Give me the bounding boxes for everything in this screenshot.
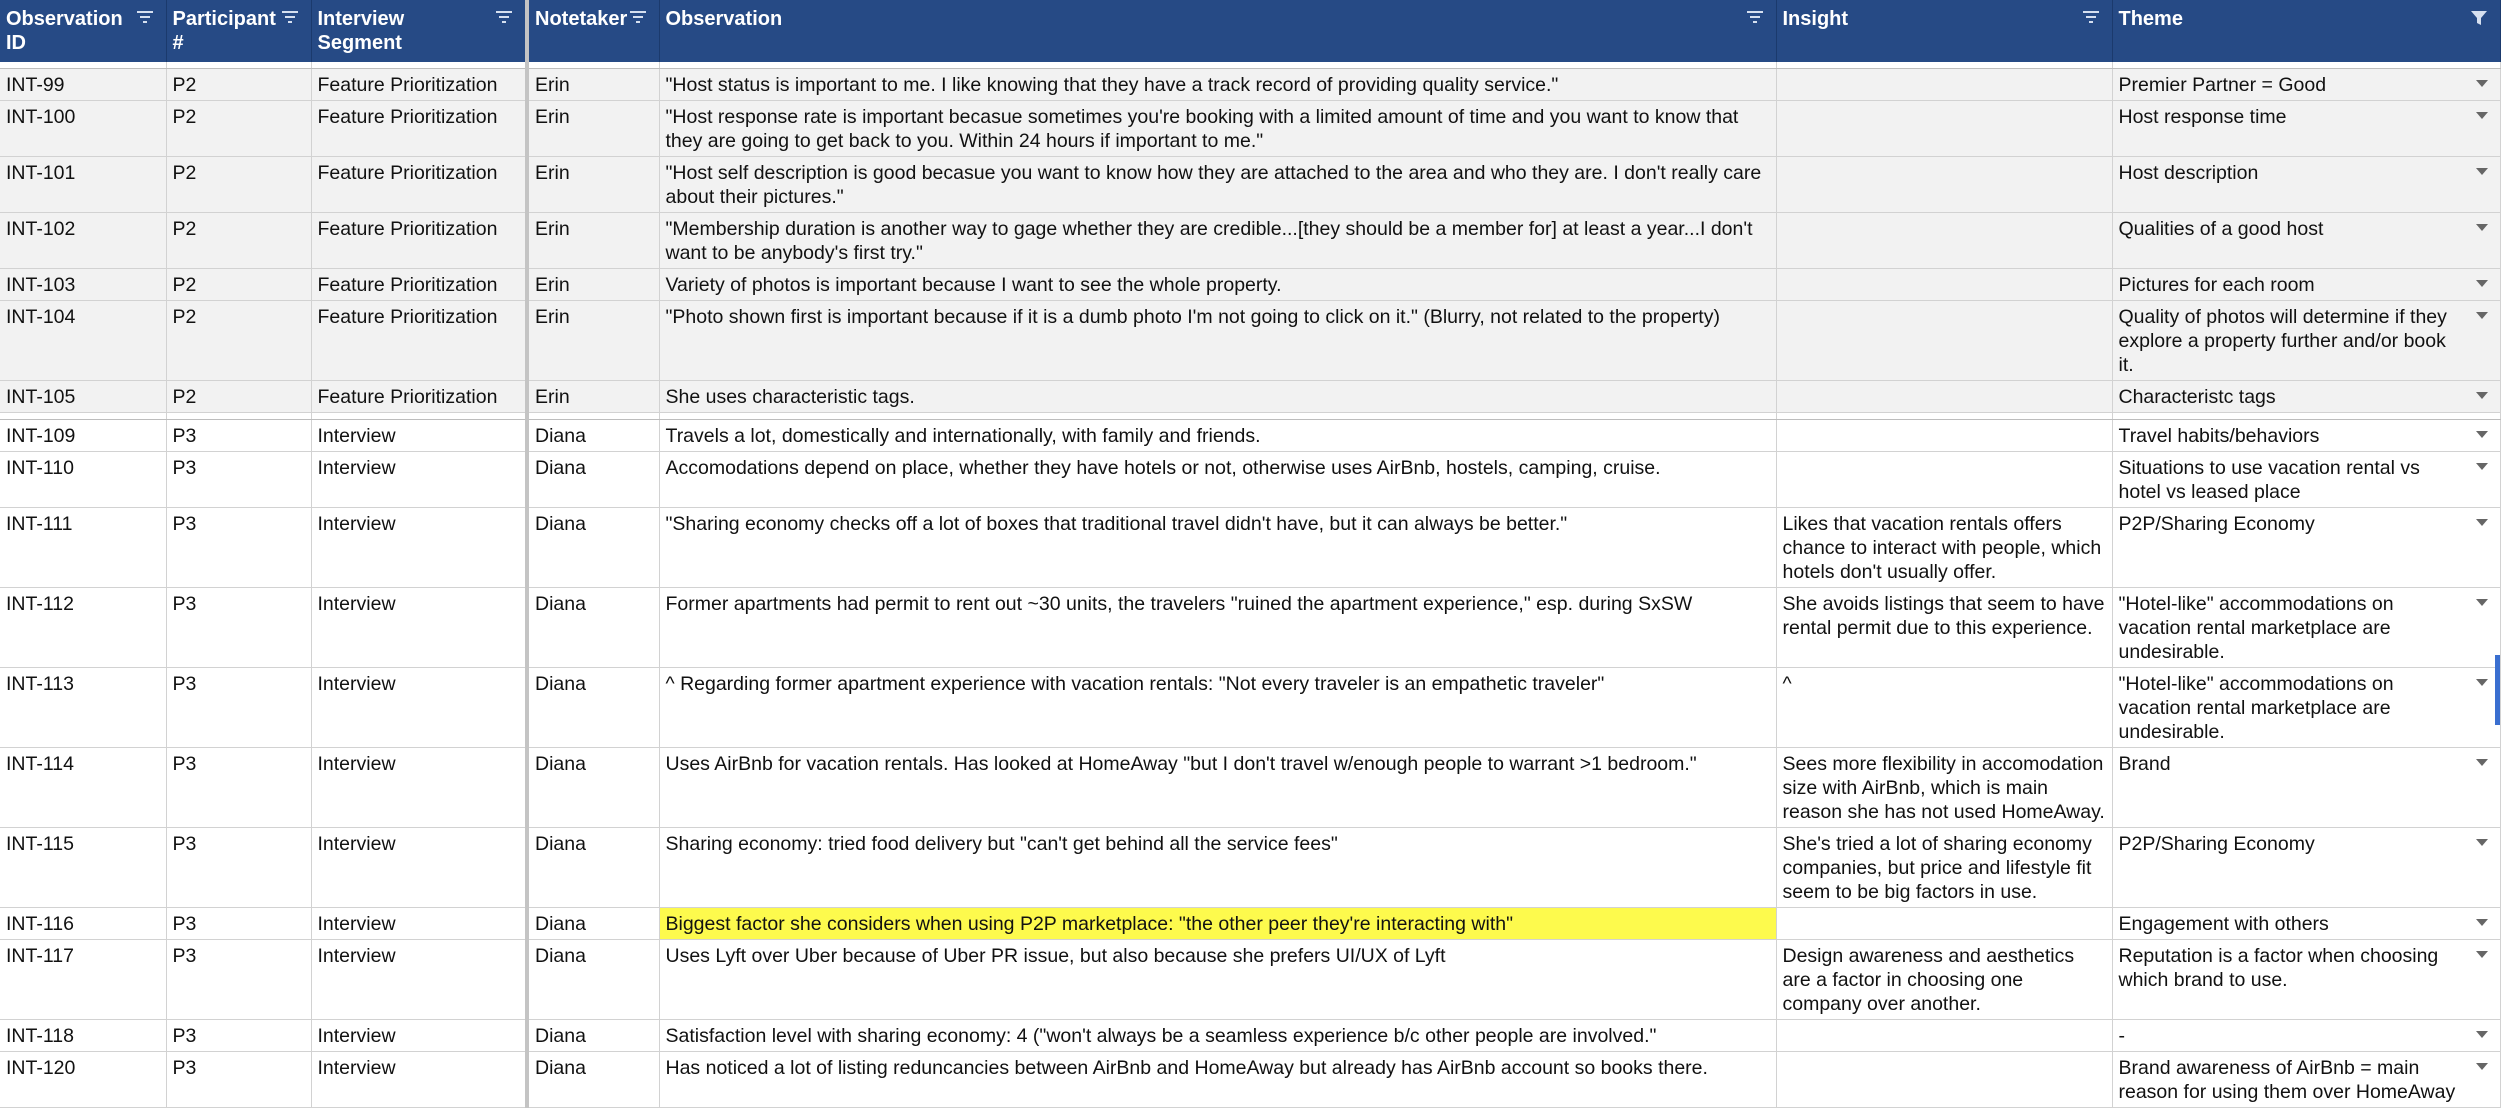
cell-notetaker[interactable]: Diana [527, 940, 659, 1020]
cell-observation-id[interactable]: INT-102 [0, 213, 166, 269]
cell-insight[interactable]: She's tried a lot of sharing economy companies, but price and lifestyle fit seem to be big factors in use. [1776, 828, 2112, 908]
cell-theme[interactable] [2112, 101, 2500, 157]
theme-value: P2P/Sharing Economy [2118, 513, 2315, 535]
cell-insight[interactable] [1776, 1020, 2112, 1052]
cell-notetaker[interactable]: Diana [527, 588, 659, 668]
cell-participant[interactable]: P2 [166, 101, 311, 157]
cell-interview-segment[interactable]: Interview [311, 668, 527, 748]
cell-observation[interactable]: "Host self description is good becasue you want to know how they are attached to the area and who they are. I don't really care about their pictures." [659, 157, 1776, 213]
cell-theme[interactable] [2112, 1052, 2500, 1108]
cell-theme[interactable] [2112, 748, 2500, 828]
cell-notetaker[interactable]: Erin [527, 381, 659, 413]
dropdown-arrow-icon[interactable] [2476, 1063, 2488, 1070]
cell-insight[interactable] [1776, 69, 2112, 101]
theme-value: Reputation is a factor when choosing which brand to use. [2118, 945, 2439, 991]
cell-theme[interactable] [2112, 69, 2500, 101]
cell-insight[interactable] [1776, 1052, 2112, 1108]
cell-observation-id[interactable]: INT-112 [0, 588, 166, 668]
cell-observation[interactable]: Accomodations depend on place, whether they have hotels or not, otherwise uses AirBnb, hostels, camping, cruise. [659, 452, 1776, 508]
cell-theme[interactable] [2112, 269, 2500, 301]
theme-value: Premier Partner = Good [2118, 74, 2327, 96]
cell-insight[interactable]: ^ [1776, 668, 2112, 748]
theme-value: Brand [2118, 753, 2171, 775]
cell-participant[interactable]: P3 [166, 908, 311, 940]
cell-interview-segment[interactable]: Interview [311, 908, 527, 940]
cell-insight[interactable] [1776, 420, 2112, 452]
theme-value: Host description [2118, 162, 2259, 184]
selection-edge-indicator [2495, 655, 2500, 725]
filter-icon[interactable] [2082, 10, 2100, 26]
dropdown-arrow-icon[interactable] [2476, 80, 2488, 87]
cell-interview-segment[interactable]: Interview [311, 420, 527, 452]
spacer-row [0, 413, 2500, 420]
cell-theme[interactable] [2112, 940, 2500, 1020]
cell-observation[interactable]: Travels a lot, domestically and internationally, with family and friends. [659, 420, 1776, 452]
cell-theme[interactable] [2112, 908, 2500, 940]
cell-observation[interactable]: Has noticed a lot of listing reduncancies between AirBnb and HomeAway but already has AirBnb account so books there. [659, 1052, 1776, 1108]
cell-interview-segment[interactable]: Interview [311, 508, 527, 588]
table-row [0, 269, 2500, 301]
cell-observation[interactable]: Variety of photos is important because I want to see the whole property. [659, 269, 1776, 301]
cell-participant[interactable]: P2 [166, 269, 311, 301]
cell-interview-segment[interactable]: Feature Prioritization [311, 213, 527, 269]
cell-insight[interactable] [1776, 301, 2112, 381]
cell-interview-segment[interactable]: Interview [311, 1020, 527, 1052]
cell-observation-id[interactable]: INT-114 [0, 748, 166, 828]
table-row [0, 1020, 2500, 1052]
filter-icon[interactable] [281, 10, 299, 26]
cell-observation[interactable]: Former apartments had permit to rent out ~30 units, the travelers "ruined the apartment experience," esp. during SxSW [659, 588, 1776, 668]
cell-notetaker[interactable]: Diana [527, 668, 659, 748]
cell-insight[interactable] [1776, 452, 2112, 508]
dropdown-arrow-icon[interactable] [2476, 280, 2488, 287]
cell-observation-id[interactable]: INT-99 [0, 69, 166, 101]
cell-observation[interactable]: "Host status is important to me. I like knowing that they have a track record of providing quality service." [659, 69, 1776, 101]
cell-observation-id[interactable]: INT-113 [0, 668, 166, 748]
cell-participant[interactable]: P3 [166, 748, 311, 828]
header-label: Notetaker [535, 8, 628, 30]
cell-notetaker[interactable]: Erin [527, 269, 659, 301]
header-label: Observation [665, 8, 783, 30]
cell-insight[interactable] [1776, 908, 2112, 940]
cell-insight[interactable]: She avoids listings that seem to have rental permit due to this experience. [1776, 588, 2112, 668]
dropdown-arrow-icon[interactable] [2476, 951, 2488, 958]
cell-participant[interactable]: P3 [166, 508, 311, 588]
cell-notetaker[interactable]: Erin [527, 157, 659, 213]
cell-insight[interactable] [1776, 269, 2112, 301]
dropdown-arrow-icon[interactable] [2476, 112, 2488, 119]
header-label: Interview Segment [317, 8, 405, 54]
dropdown-arrow-icon[interactable] [2476, 1031, 2488, 1038]
cell-insight[interactable]: Design awareness and aesthetics are a factor in choosing one company over another. [1776, 940, 2112, 1020]
cell-notetaker[interactable]: Erin [527, 301, 659, 381]
dropdown-arrow-icon[interactable] [2476, 599, 2488, 606]
cell-participant[interactable]: P3 [166, 588, 311, 668]
cell-observation[interactable]: Uses AirBnb for vacation rentals. Has looked at HomeAway "but I don't travel w/enough people to warrant >1 bedroom." [659, 748, 1776, 828]
cell-insight[interactable] [1776, 157, 2112, 213]
cell-interview-segment[interactable]: Interview [311, 940, 527, 1020]
cell-notetaker[interactable]: Diana [527, 828, 659, 908]
dropdown-arrow-icon[interactable] [2476, 839, 2488, 846]
cell-theme[interactable] [2112, 157, 2500, 213]
cell-participant[interactable]: P3 [166, 452, 311, 508]
cell-notetaker[interactable]: Erin [527, 101, 659, 157]
cell-participant[interactable]: P3 [166, 420, 311, 452]
cell-observation-id[interactable]: INT-105 [0, 381, 166, 413]
table-row [0, 828, 2500, 908]
filter-icon[interactable] [495, 10, 513, 26]
theme-value: Characteristc tags [2118, 386, 2276, 408]
theme-value: Travel habits/behaviors [2118, 425, 2320, 447]
table-row [0, 101, 2500, 157]
header-label: Observation ID [6, 8, 123, 54]
cell-insight[interactable]: Sees more flexibility in accomodation size with AirBnb, which is main reason she has not used HomeAway. [1776, 748, 2112, 828]
cell-interview-segment[interactable]: Interview [311, 748, 527, 828]
table-row [0, 157, 2500, 213]
table-row [0, 940, 2500, 1020]
cell-observation[interactable]: Biggest factor she considers when using P2P marketplace: "the other peer they're interacting with" [659, 908, 1776, 940]
dropdown-arrow-icon[interactable] [2476, 759, 2488, 766]
cell-notetaker[interactable]: Diana [527, 420, 659, 452]
cell-notetaker[interactable]: Erin [527, 213, 659, 269]
cell-insight[interactable] [1776, 101, 2112, 157]
cell-observation-id[interactable]: INT-115 [0, 828, 166, 908]
cell-interview-segment[interactable]: Interview [311, 588, 527, 668]
cell-participant[interactable]: P2 [166, 301, 311, 381]
cell-interview-segment[interactable]: Interview [311, 1052, 527, 1108]
cell-interview-segment[interactable]: Interview [311, 452, 527, 508]
header-interview-segment[interactable] [311, 0, 527, 62]
cell-notetaker[interactable]: Diana [527, 908, 659, 940]
table-row [0, 213, 2500, 269]
dropdown-arrow-icon[interactable] [2476, 463, 2488, 470]
theme-value: Brand awareness of AirBnb = main reason for using them over HomeAway [2118, 1057, 2456, 1103]
dropdown-arrow-icon[interactable] [2476, 919, 2488, 926]
table-row [0, 301, 2500, 381]
theme-value: P2P/Sharing Economy [2118, 833, 2315, 855]
cell-notetaker[interactable]: Diana [527, 452, 659, 508]
cell-observation-id[interactable]: INT-100 [0, 101, 166, 157]
cell-participant[interactable]: P3 [166, 1020, 311, 1052]
cell-theme[interactable] [2112, 508, 2500, 588]
cell-theme[interactable] [2112, 1020, 2500, 1052]
cell-observation-id[interactable]: INT-101 [0, 157, 166, 213]
cell-interview-segment[interactable]: Feature Prioritization [311, 69, 527, 101]
cell-observation[interactable]: Satisfaction level with sharing economy: 4 ("won't always be a seamless experience b/c other people are involved." [659, 1020, 1776, 1052]
theme-value: Qualities of a good host [2118, 218, 2324, 240]
header-insight[interactable] [1776, 0, 2112, 62]
cell-observation-id[interactable]: INT-109 [0, 420, 166, 452]
dropdown-arrow-icon[interactable] [2476, 168, 2488, 175]
cell-interview-segment[interactable]: Interview [311, 828, 527, 908]
dropdown-arrow-icon[interactable] [2476, 312, 2488, 319]
cell-participant[interactable]: P3 [166, 668, 311, 748]
cell-participant[interactable]: P2 [166, 213, 311, 269]
cell-participant[interactable]: P3 [166, 828, 311, 908]
table-row [0, 452, 2500, 508]
cell-participant[interactable]: P3 [166, 1052, 311, 1108]
theme-value: "Hotel-like" accommodations on vacation rental marketplace are undesirable. [2118, 593, 2394, 663]
theme-value: Host response time [2118, 106, 2287, 128]
cell-theme[interactable] [2112, 381, 2500, 413]
cell-interview-segment[interactable]: Feature Prioritization [311, 157, 527, 213]
table-row [0, 588, 2500, 668]
cell-observation[interactable]: Sharing economy: tried food delivery but "can't get behind all the service fees" [659, 828, 1776, 908]
header-label: Insight [1782, 8, 1849, 30]
dropdown-arrow-icon[interactable] [2476, 224, 2488, 231]
cell-participant[interactable]: P3 [166, 940, 311, 1020]
cell-interview-segment[interactable]: Feature Prioritization [311, 101, 527, 157]
table-row [0, 668, 2500, 748]
cell-notetaker[interactable]: Erin [527, 69, 659, 101]
cell-insight[interactable] [1776, 381, 2112, 413]
table-row [0, 508, 2500, 588]
cell-observation-id[interactable]: INT-120 [0, 1052, 166, 1108]
cell-theme[interactable] [2112, 828, 2500, 908]
cell-theme[interactable] [2112, 668, 2500, 748]
cell-notetaker[interactable]: Diana [527, 748, 659, 828]
cell-observation[interactable]: "Host response rate is important becasue sometimes you're booking with a limited amount of time and you want to know that they are going to get back to you. Within 24 hours if important to me." [659, 101, 1776, 157]
header-participant[interactable] [166, 0, 311, 62]
cell-theme[interactable] [2112, 588, 2500, 668]
table-row [0, 1052, 2500, 1108]
dropdown-arrow-icon[interactable] [2476, 431, 2488, 438]
cell-interview-segment[interactable]: Feature Prioritization [311, 301, 527, 381]
cell-observation-id[interactable]: INT-118 [0, 1020, 166, 1052]
cell-theme[interactable] [2112, 452, 2500, 508]
cell-observation[interactable]: She uses characteristic tags. [659, 381, 1776, 413]
header-label: Theme [2118, 8, 2183, 30]
cell-observation-id[interactable]: INT-111 [0, 508, 166, 588]
header-theme[interactable] [2112, 0, 2500, 62]
cell-observation[interactable]: Uses Lyft over Uber because of Uber PR issue, but also because she prefers UI/UX of Lyft [659, 940, 1776, 1020]
cell-participant[interactable]: P2 [166, 69, 311, 101]
theme-value: - [2118, 1025, 2125, 1047]
cell-insight[interactable] [1776, 213, 2112, 269]
dropdown-arrow-icon[interactable] [2476, 519, 2488, 526]
cell-observation-id[interactable]: INT-110 [0, 452, 166, 508]
header-notetaker[interactable] [527, 0, 659, 62]
cell-notetaker[interactable]: Diana [527, 1020, 659, 1052]
cell-observation[interactable]: "Photo shown first is important because if it is a dumb photo I'm not going to click on it." (Blurry, not related to the property) [659, 301, 1776, 381]
cell-participant[interactable]: P2 [166, 157, 311, 213]
dropdown-arrow-icon[interactable] [2476, 679, 2488, 686]
cell-observation-id[interactable]: INT-116 [0, 908, 166, 940]
cell-notetaker[interactable]: Diana [527, 508, 659, 588]
theme-value: Engagement with others [2118, 913, 2329, 935]
header-row [0, 0, 2500, 62]
cell-theme[interactable] [2112, 213, 2500, 269]
dropdown-arrow-icon[interactable] [2476, 392, 2488, 399]
cell-participant[interactable]: P2 [166, 381, 311, 413]
table-row [0, 69, 2500, 101]
cell-interview-segment[interactable]: Feature Prioritization [311, 381, 527, 413]
table-row [0, 908, 2500, 940]
theme-value: "Hotel-like" accommodations on vacation rental marketplace are undesirable. [2118, 673, 2394, 743]
header-label: Participant # [172, 8, 276, 54]
cell-theme[interactable] [2112, 420, 2500, 452]
cell-observation[interactable]: ^ Regarding former apartment experience with vacation rentals: "Not every traveler is an empathetic traveler" [659, 668, 1776, 748]
cell-observation[interactable]: "Membership duration is another way to gage whether they are credible...[they should be a member for] at least a year...I don't want to be anybody's first try." [659, 213, 1776, 269]
theme-value: Pictures for each room [2118, 274, 2315, 296]
cell-notetaker[interactable]: Diana [527, 1052, 659, 1108]
filter-active-icon[interactable] [2470, 10, 2488, 26]
table-row [0, 748, 2500, 828]
filter-icon[interactable] [629, 10, 647, 26]
cell-observation-id[interactable]: INT-103 [0, 269, 166, 301]
header-observation-id[interactable] [0, 0, 166, 62]
cell-observation-id[interactable]: INT-104 [0, 301, 166, 381]
table-row [0, 420, 2500, 452]
table-row [0, 381, 2500, 413]
filter-icon[interactable] [136, 10, 154, 26]
cell-observation[interactable]: "Sharing economy checks off a lot of boxes that traditional travel didn't have, but it can always be better." [659, 508, 1776, 588]
cell-observation-id[interactable]: INT-117 [0, 940, 166, 1020]
cell-theme[interactable] [2112, 301, 2500, 381]
header-observation[interactable] [659, 0, 1776, 62]
cell-insight[interactable]: Likes that vacation rentals offers chance to interact with people, which hotels don't usually offer. [1776, 508, 2112, 588]
cell-interview-segment[interactable]: Feature Prioritization [311, 269, 527, 301]
theme-value: Situations to use vacation rental vs hotel vs leased place [2118, 457, 2420, 503]
theme-value: Quality of photos will determine if they explore a property further and/or book it. [2118, 306, 2447, 376]
filter-icon[interactable] [1746, 10, 1764, 26]
